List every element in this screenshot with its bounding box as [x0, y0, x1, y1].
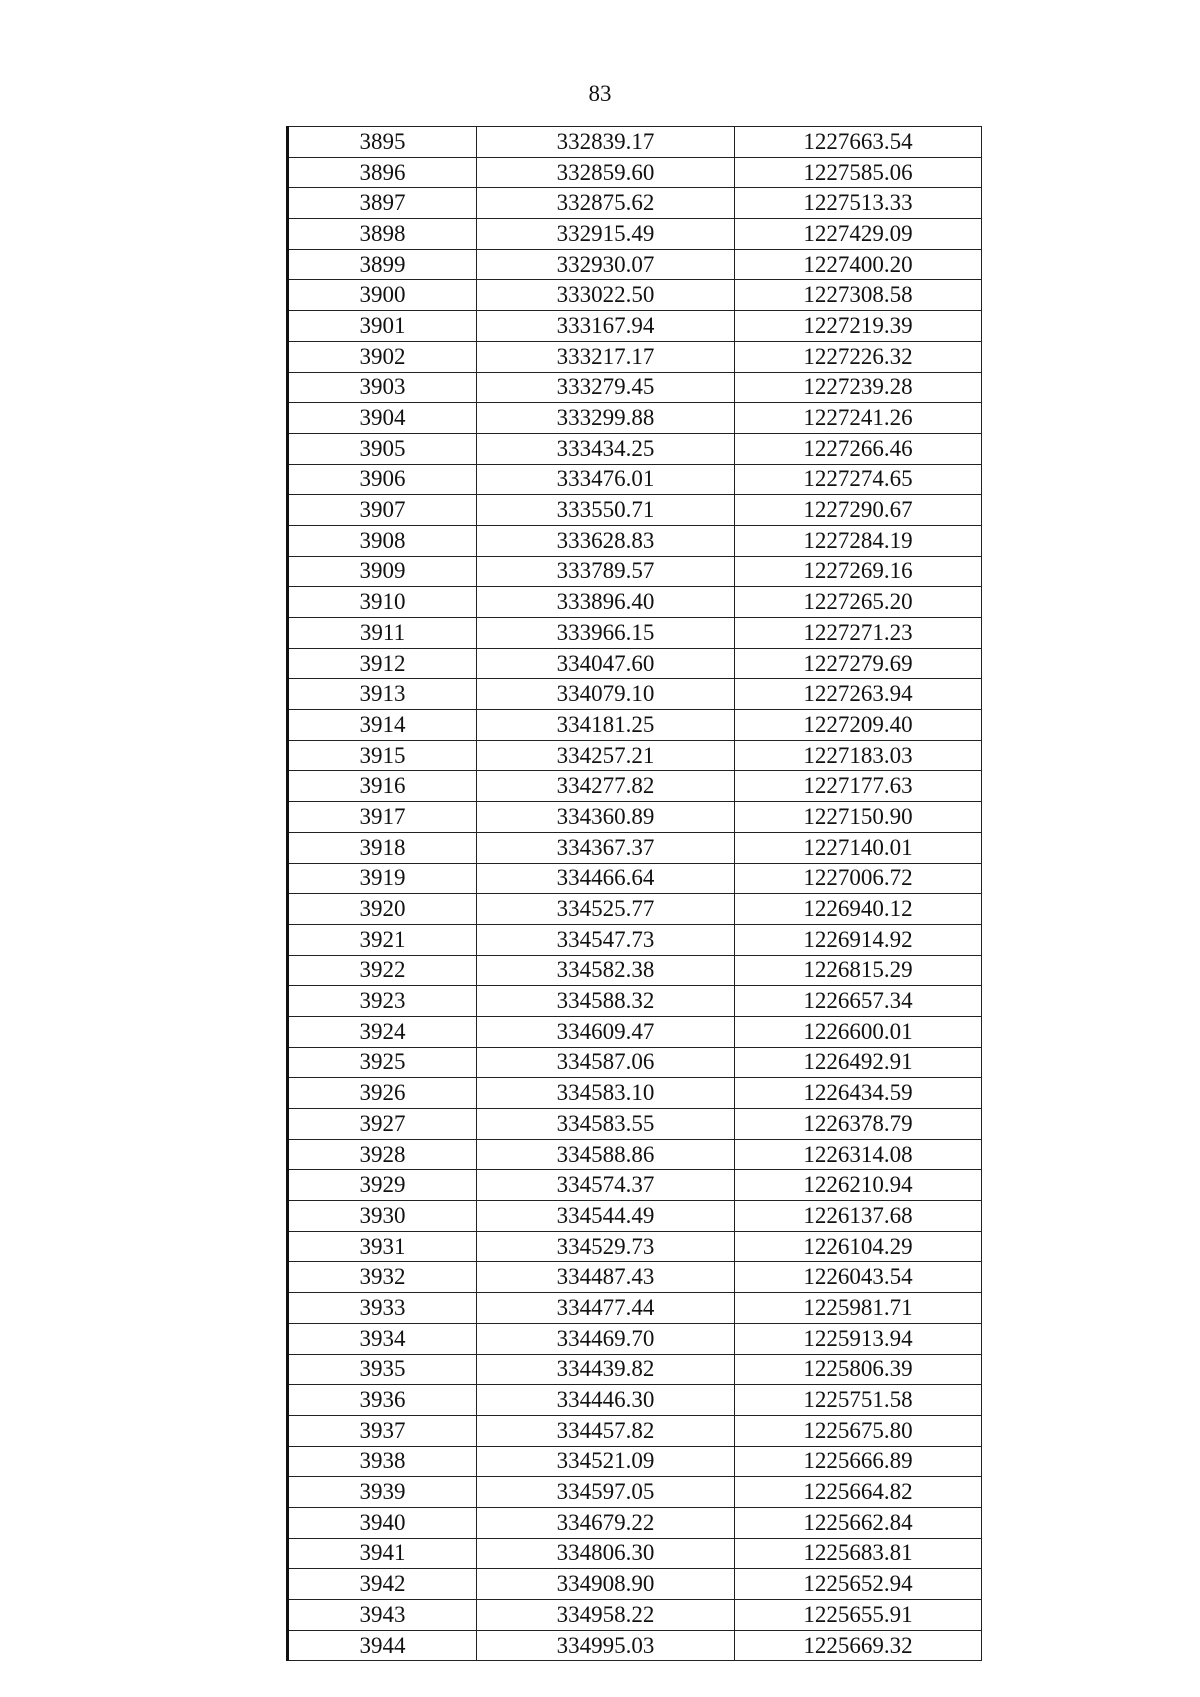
table-row	[288, 1293, 982, 1324]
y-coordinate-cell: 1225683.81	[735, 1538, 982, 1569]
point-number-cell: 3901	[288, 311, 477, 342]
y-coordinate-cell: 1227006.72	[735, 863, 982, 894]
y-coordinate-cell: 1227513.33	[735, 188, 982, 219]
y-coordinate-cell: 1226434.59	[735, 1078, 982, 1109]
x-coordinate-cell: 334908.90	[477, 1569, 735, 1600]
y-coordinate-cell: 1225655.91	[735, 1600, 982, 1631]
x-coordinate-cell: 332839.17	[477, 127, 735, 158]
table-row	[288, 1262, 982, 1293]
y-coordinate-cell: 1227290.67	[735, 495, 982, 526]
table-row	[288, 1139, 982, 1170]
y-coordinate-cell: 1227585.06	[735, 157, 982, 188]
x-coordinate-cell: 333167.94	[477, 311, 735, 342]
table-row	[288, 525, 982, 556]
x-coordinate-cell: 334587.06	[477, 1047, 735, 1078]
y-coordinate-cell: 1227226.32	[735, 341, 982, 372]
y-coordinate-cell: 1227140.01	[735, 832, 982, 863]
point-number-cell: 3927	[288, 1109, 477, 1140]
table-row	[288, 1170, 982, 1201]
point-number-cell: 3930	[288, 1201, 477, 1232]
table-row	[288, 1385, 982, 1416]
point-number-cell: 3903	[288, 372, 477, 403]
point-number-cell: 3907	[288, 495, 477, 526]
x-coordinate-cell: 333476.01	[477, 464, 735, 495]
table-row	[288, 1354, 982, 1385]
point-number-cell: 3932	[288, 1262, 477, 1293]
y-coordinate-cell: 1226600.01	[735, 1016, 982, 1047]
point-number-cell: 3941	[288, 1538, 477, 1569]
table-row	[288, 863, 982, 894]
table-row	[288, 1600, 982, 1631]
x-coordinate-cell: 332915.49	[477, 219, 735, 250]
table-row	[288, 710, 982, 741]
x-coordinate-cell: 334487.43	[477, 1262, 735, 1293]
coordinate-table	[286, 126, 982, 1661]
y-coordinate-cell: 1225664.82	[735, 1477, 982, 1508]
table-row	[288, 433, 982, 464]
table-row	[288, 679, 982, 710]
table-row	[288, 1507, 982, 1538]
y-coordinate-cell: 1225981.71	[735, 1293, 982, 1324]
y-coordinate-cell: 1227279.69	[735, 648, 982, 679]
point-number-cell: 3939	[288, 1477, 477, 1508]
point-number-cell: 3942	[288, 1569, 477, 1600]
table-row	[288, 1016, 982, 1047]
table-row	[288, 924, 982, 955]
table-row	[288, 464, 982, 495]
y-coordinate-cell: 1227663.54	[735, 127, 982, 158]
y-coordinate-cell: 1227263.94	[735, 679, 982, 710]
x-coordinate-cell: 334679.22	[477, 1507, 735, 1538]
x-coordinate-cell: 333279.45	[477, 372, 735, 403]
point-number-cell: 3922	[288, 955, 477, 986]
point-number-cell: 3918	[288, 832, 477, 863]
x-coordinate-cell: 334544.49	[477, 1201, 735, 1232]
point-number-cell: 3896	[288, 157, 477, 188]
point-number-cell: 3928	[288, 1139, 477, 1170]
point-number-cell: 3898	[288, 219, 477, 250]
y-coordinate-cell: 1227183.03	[735, 740, 982, 771]
x-coordinate-cell: 334047.60	[477, 648, 735, 679]
point-number-cell: 3923	[288, 986, 477, 1017]
x-coordinate-cell: 333550.71	[477, 495, 735, 526]
table-row	[288, 771, 982, 802]
table-row	[288, 311, 982, 342]
point-number-cell: 3906	[288, 464, 477, 495]
point-number-cell: 3926	[288, 1078, 477, 1109]
table-row	[288, 894, 982, 925]
point-number-cell: 3915	[288, 740, 477, 771]
point-number-cell: 3934	[288, 1323, 477, 1354]
table-row	[288, 249, 982, 280]
point-number-cell: 3914	[288, 710, 477, 741]
point-number-cell: 3912	[288, 648, 477, 679]
table-row	[288, 127, 982, 158]
y-coordinate-cell: 1226378.79	[735, 1109, 982, 1140]
x-coordinate-cell: 334367.37	[477, 832, 735, 863]
x-coordinate-cell: 333628.83	[477, 525, 735, 556]
x-coordinate-cell: 334547.73	[477, 924, 735, 955]
table-body	[288, 127, 982, 1661]
x-coordinate-cell: 334597.05	[477, 1477, 735, 1508]
y-coordinate-cell: 1227429.09	[735, 219, 982, 250]
y-coordinate-cell: 1225669.32	[735, 1630, 982, 1661]
point-number-cell: 3933	[288, 1293, 477, 1324]
y-coordinate-cell: 1226314.08	[735, 1139, 982, 1170]
x-coordinate-cell: 333217.17	[477, 341, 735, 372]
point-number-cell: 3910	[288, 587, 477, 618]
table-row	[288, 587, 982, 618]
point-number-cell: 3931	[288, 1231, 477, 1262]
table-row	[288, 1630, 982, 1661]
table-row	[288, 955, 982, 986]
point-number-cell: 3917	[288, 802, 477, 833]
table-row	[288, 372, 982, 403]
y-coordinate-cell: 1227274.65	[735, 464, 982, 495]
table-row	[288, 1201, 982, 1232]
x-coordinate-cell: 334477.44	[477, 1293, 735, 1324]
table-row	[288, 1477, 982, 1508]
x-coordinate-cell: 334588.86	[477, 1139, 735, 1170]
x-coordinate-cell: 333896.40	[477, 587, 735, 618]
point-number-cell: 3937	[288, 1415, 477, 1446]
point-number-cell: 3904	[288, 403, 477, 434]
y-coordinate-cell: 1226210.94	[735, 1170, 982, 1201]
x-coordinate-cell: 332859.60	[477, 157, 735, 188]
y-coordinate-cell: 1227150.90	[735, 802, 982, 833]
y-coordinate-cell: 1225806.39	[735, 1354, 982, 1385]
y-coordinate-cell: 1227308.58	[735, 280, 982, 311]
point-number-cell: 3913	[288, 679, 477, 710]
y-coordinate-cell: 1227271.23	[735, 618, 982, 649]
x-coordinate-cell: 334609.47	[477, 1016, 735, 1047]
table-row	[288, 986, 982, 1017]
point-number-cell: 3911	[288, 618, 477, 649]
table-row	[288, 556, 982, 587]
table-row	[288, 1109, 982, 1140]
table-row	[288, 1047, 982, 1078]
x-coordinate-cell: 334277.82	[477, 771, 735, 802]
point-number-cell: 3936	[288, 1385, 477, 1416]
y-coordinate-cell: 1227284.19	[735, 525, 982, 556]
table-row	[288, 1446, 982, 1477]
point-number-cell: 3935	[288, 1354, 477, 1385]
x-coordinate-cell: 334588.32	[477, 986, 735, 1017]
point-number-cell: 3944	[288, 1630, 477, 1661]
y-coordinate-cell: 1227209.40	[735, 710, 982, 741]
x-coordinate-cell: 332875.62	[477, 188, 735, 219]
y-coordinate-cell: 1227239.28	[735, 372, 982, 403]
point-number-cell: 3908	[288, 525, 477, 556]
table-row	[288, 495, 982, 526]
x-coordinate-cell: 334181.25	[477, 710, 735, 741]
table-row	[288, 1538, 982, 1569]
table-row	[288, 1569, 982, 1600]
x-coordinate-cell: 334529.73	[477, 1231, 735, 1262]
page-number: 83	[588, 81, 612, 106]
y-coordinate-cell: 1225913.94	[735, 1323, 982, 1354]
table-row	[288, 740, 982, 771]
table-row	[288, 1078, 982, 1109]
x-coordinate-cell: 334466.64	[477, 863, 735, 894]
point-number-cell: 3938	[288, 1446, 477, 1477]
x-coordinate-cell: 334521.09	[477, 1446, 735, 1477]
point-number-cell: 3902	[288, 341, 477, 372]
y-coordinate-cell: 1226657.34	[735, 986, 982, 1017]
table-row	[288, 1231, 982, 1262]
y-coordinate-cell: 1227219.39	[735, 311, 982, 342]
x-coordinate-cell: 334958.22	[477, 1600, 735, 1631]
table-row	[288, 1415, 982, 1446]
x-coordinate-cell: 333022.50	[477, 280, 735, 311]
x-coordinate-cell: 332930.07	[477, 249, 735, 280]
table-row	[288, 832, 982, 863]
x-coordinate-cell: 334582.38	[477, 955, 735, 986]
table-row	[288, 219, 982, 250]
point-number-cell: 3900	[288, 280, 477, 311]
y-coordinate-cell: 1227400.20	[735, 249, 982, 280]
table-row	[288, 802, 982, 833]
x-coordinate-cell: 334806.30	[477, 1538, 735, 1569]
point-number-cell: 3897	[288, 188, 477, 219]
y-coordinate-cell: 1226104.29	[735, 1231, 982, 1262]
table-row	[288, 648, 982, 679]
x-coordinate-cell: 334360.89	[477, 802, 735, 833]
table-row	[288, 188, 982, 219]
x-coordinate-cell: 334583.55	[477, 1109, 735, 1140]
y-coordinate-cell: 1226492.91	[735, 1047, 982, 1078]
x-coordinate-cell: 334257.21	[477, 740, 735, 771]
point-number-cell: 3909	[288, 556, 477, 587]
y-coordinate-cell: 1227266.46	[735, 433, 982, 464]
y-coordinate-cell: 1226940.12	[735, 894, 982, 925]
x-coordinate-cell: 334583.10	[477, 1078, 735, 1109]
table-row	[288, 1323, 982, 1354]
y-coordinate-cell: 1225666.89	[735, 1446, 982, 1477]
y-coordinate-cell: 1227265.20	[735, 587, 982, 618]
table-row	[288, 403, 982, 434]
point-number-cell: 3905	[288, 433, 477, 464]
x-coordinate-cell: 334457.82	[477, 1415, 735, 1446]
x-coordinate-cell: 334525.77	[477, 894, 735, 925]
point-number-cell: 3921	[288, 924, 477, 955]
table-row	[288, 157, 982, 188]
x-coordinate-cell: 334995.03	[477, 1630, 735, 1661]
point-number-cell: 3899	[288, 249, 477, 280]
point-number-cell: 3925	[288, 1047, 477, 1078]
point-number-cell: 3924	[288, 1016, 477, 1047]
point-number-cell: 3929	[288, 1170, 477, 1201]
point-number-cell: 3916	[288, 771, 477, 802]
y-coordinate-cell: 1226815.29	[735, 955, 982, 986]
y-coordinate-cell: 1225675.80	[735, 1415, 982, 1446]
point-number-cell: 3919	[288, 863, 477, 894]
x-coordinate-cell: 333966.15	[477, 618, 735, 649]
x-coordinate-cell: 334439.82	[477, 1354, 735, 1385]
x-coordinate-cell: 333299.88	[477, 403, 735, 434]
y-coordinate-cell: 1227177.63	[735, 771, 982, 802]
x-coordinate-cell: 334446.30	[477, 1385, 735, 1416]
y-coordinate-cell: 1225662.84	[735, 1507, 982, 1538]
point-number-cell: 3940	[288, 1507, 477, 1538]
point-number-cell: 3920	[288, 894, 477, 925]
y-coordinate-cell: 1225652.94	[735, 1569, 982, 1600]
point-number-cell: 3895	[288, 127, 477, 158]
x-coordinate-cell: 334574.37	[477, 1170, 735, 1201]
y-coordinate-cell: 1227241.26	[735, 403, 982, 434]
x-coordinate-cell: 334469.70	[477, 1323, 735, 1354]
y-coordinate-cell: 1226914.92	[735, 924, 982, 955]
x-coordinate-cell: 333789.57	[477, 556, 735, 587]
x-coordinate-cell: 333434.25	[477, 433, 735, 464]
table-row	[288, 341, 982, 372]
table-row	[288, 280, 982, 311]
table-row	[288, 618, 982, 649]
y-coordinate-cell: 1227269.16	[735, 556, 982, 587]
point-number-cell: 3943	[288, 1600, 477, 1631]
y-coordinate-cell: 1226137.68	[735, 1201, 982, 1232]
y-coordinate-cell: 1226043.54	[735, 1262, 982, 1293]
x-coordinate-cell: 334079.10	[477, 679, 735, 710]
y-coordinate-cell: 1225751.58	[735, 1385, 982, 1416]
